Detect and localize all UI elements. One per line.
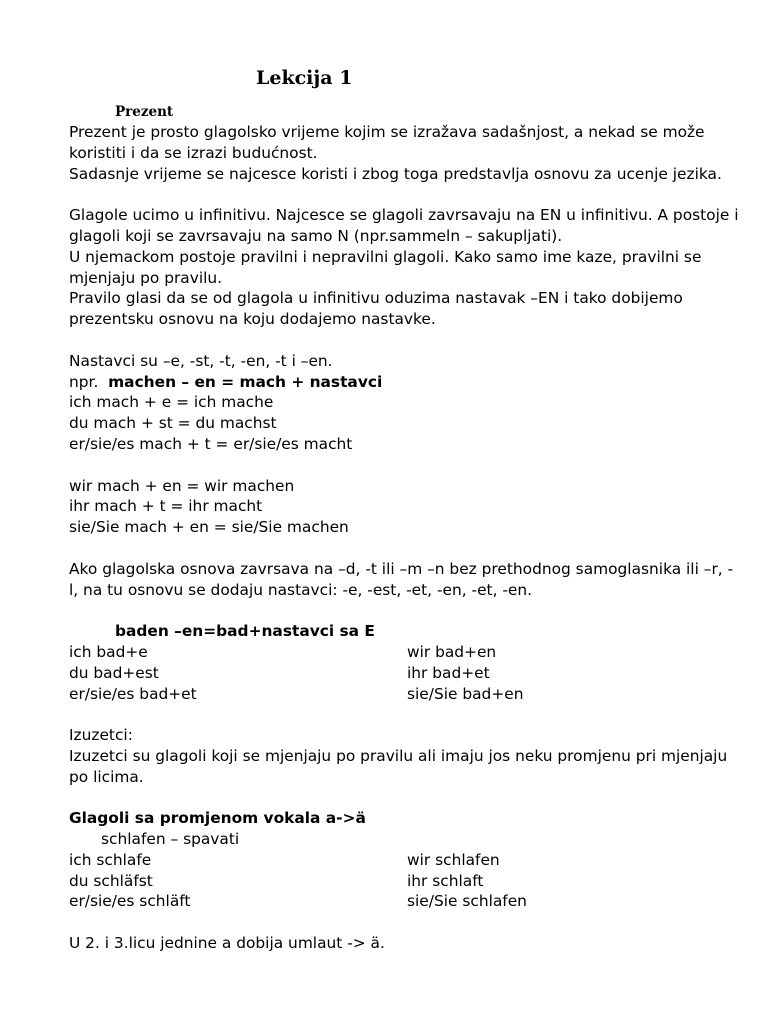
singular-cell: ich schlafe (69, 850, 152, 869)
example-formula: machen – en = mach + nastavci (108, 372, 383, 391)
spacer (69, 704, 709, 725)
table-row (69, 850, 709, 871)
singular-cell: ich bad+e (69, 642, 148, 661)
text-line: Ako glagolska osnova zavrsava na –d, -t ili –m –n bez prethodnog samoglasnika ili –r, - (69, 559, 734, 578)
table-row (69, 663, 709, 684)
conjugation-line: ihr mach + t = ihr macht (69, 497, 263, 516)
spacer (69, 600, 709, 621)
text-line: Pravilo glasi da se od glagola u infinitivu oduzima nastavak –EN i tako dobijemo (69, 289, 683, 308)
umlaut-note: U 2. i 3.licu jednine a dobija umlaut -> ä. (69, 934, 385, 953)
plural-cell: wir schlafen (407, 850, 500, 869)
plural-cell: ihr bad+et (407, 663, 490, 682)
paragraph-intro (69, 122, 722, 184)
plural-cell: ihr schlaft (407, 871, 484, 890)
singular-cell: du bad+est (69, 663, 159, 682)
baden-heading: baden –en=bad+nastavci sa E (115, 622, 375, 641)
baden-conjugation-table (69, 621, 709, 704)
text-line: Nastavci su –e, -st, -t, -en, -t i –en. (69, 351, 333, 370)
exceptions-heading: Izuzetci: (69, 726, 133, 745)
table-row (69, 642, 709, 663)
vowel-change-heading: Glagoli sa promjenom vokala a->ä (69, 809, 366, 828)
section-heading-prezent: Prezent (115, 104, 174, 120)
plural-cell: sie/Sie bad+en (407, 684, 524, 703)
spacer (69, 455, 709, 476)
spacer (69, 184, 709, 205)
singular-cell: du schläfst (69, 871, 153, 890)
text-line: l, na tu osnovu se dodaju nastavci: -e, -est, -et, -en, -et, -en. (69, 580, 533, 599)
conjugation-line: du mach + st = du machst (69, 414, 277, 433)
text-line: po licima. (69, 767, 144, 786)
plural-cell: sie/Sie schlafen (407, 892, 527, 911)
text-line: koristiti i da se izrazi budućnost. (69, 143, 318, 162)
table-row (69, 871, 709, 892)
singular-cell: er/sie/es bad+et (69, 684, 197, 703)
conjugation-line: sie/Sie mach + en = sie/Sie machen (69, 518, 349, 537)
page-title: Lekcija 1 (256, 67, 353, 89)
example-prefix: npr. (69, 372, 99, 391)
document-body (69, 122, 739, 954)
example-line (69, 372, 709, 393)
text-line: mjenjaju po pravilu. (69, 268, 223, 287)
text-line: U njemackom postoje pravilni i nepravilni glagoli. Kako samo ime kaze, pravilni se (69, 247, 702, 266)
spacer (69, 788, 709, 809)
singular-cell: er/sie/es schläft (69, 892, 191, 911)
text-line: Glagole ucimo u infinitivu. Najcesce se glagoli zavrsavaju na EN u infinitivu. A postoje i (69, 206, 739, 225)
paragraph-exceptions (69, 725, 728, 787)
spacer (69, 330, 709, 351)
spacer (69, 912, 709, 933)
text-line: prezentsku osnovu na koju dodajemo nastavke. (69, 310, 436, 329)
text-line: Sadasnje vrijeme se najcesce koristi i zbog toga predstavlja osnovu za ucenje jezika. (69, 164, 722, 183)
paragraph-infinitive (69, 205, 739, 330)
paragraph-stem-rule (69, 559, 734, 601)
conjugation-line: er/sie/es mach + t = er/sie/es macht (69, 434, 353, 453)
table-row (69, 684, 709, 705)
conjugation-line: wir mach + en = wir machen (69, 476, 295, 495)
verb-translation: schlafen – spavati (101, 830, 240, 849)
text-line: Prezent je prosto glagolsko vrijeme kojim se izražava sadašnjost, a nekad se može (69, 123, 705, 141)
conjugation-line: ich mach + e = ich mache (69, 393, 274, 412)
paragraph-endings (69, 351, 709, 538)
schlafen-conjugation-table (69, 808, 709, 912)
plural-cell: wir bad+en (407, 642, 497, 661)
table-row (69, 891, 709, 912)
text-line: Izuzetci su glagoli koji se mjenjaju po pravilu ali imaju jos neku promjenu pri mjenjaju (69, 746, 728, 765)
spacer (69, 538, 709, 559)
text-line: glagoli koji se zavrsavaju na samo N (npr.sammeln – sakupljati). (69, 226, 563, 245)
